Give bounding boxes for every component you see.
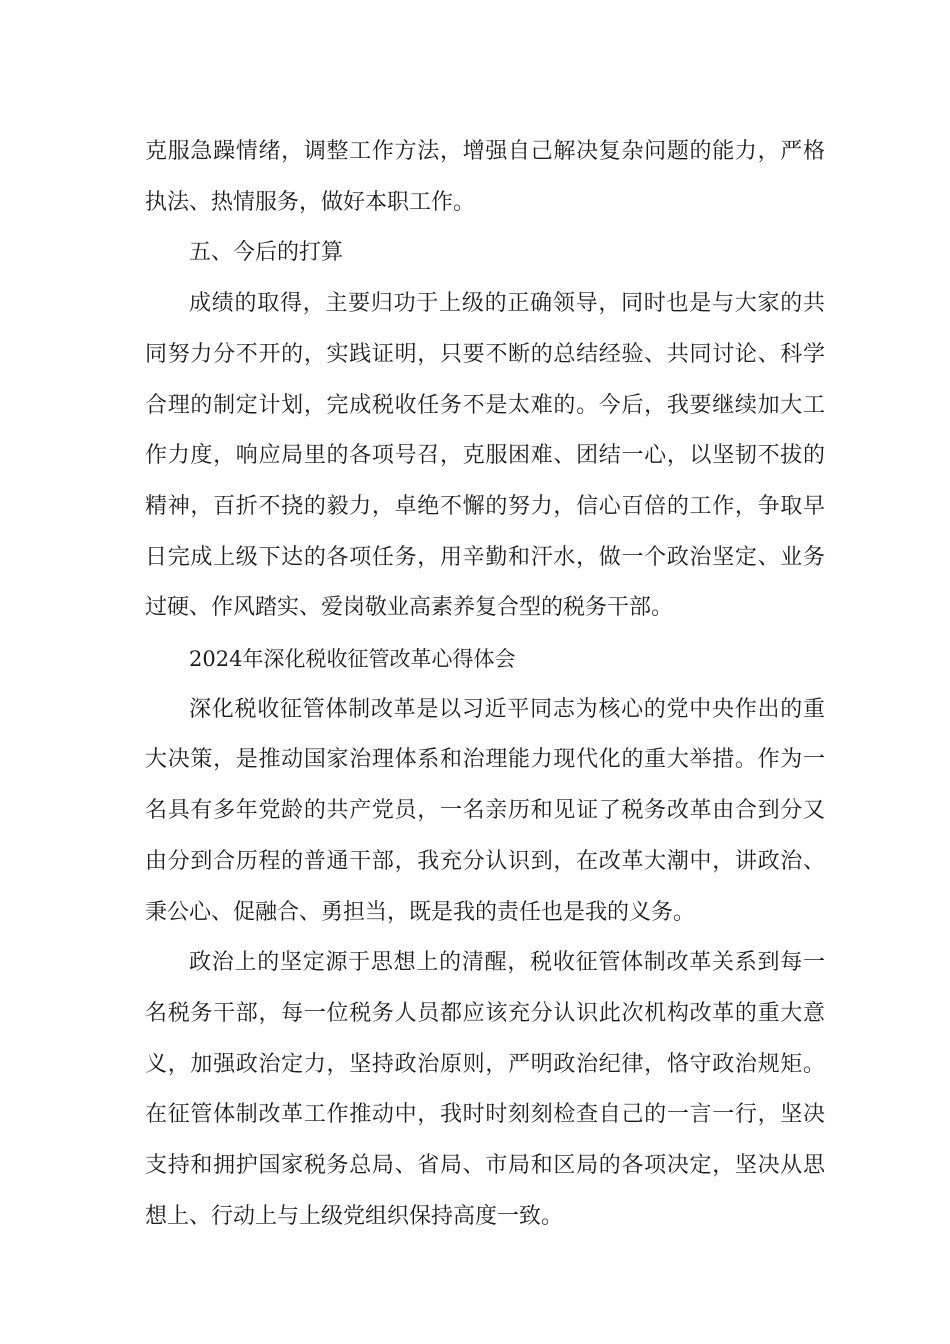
paragraph-continued: 克服急躁情绪，调整工作方法，增强自己解决复杂问题的能力，严格执法、热情服务，做好本职工作。 xyxy=(145,139,825,215)
paragraph-plans: 成绩的取得，主要归功于上级的正确领导，同时也是与大家的共同努力分不开的，实践证明，只要不断的总结经验、共同讨论、科学合理的制定计划，完成税收任务不是太难的。今后，我要继续加大工作力度，响应局里的各项号召，克服困难、团结一心，以坚韧不拔的精神，百折不挠的毅力，卓绝不懈的努力，信心百倍的工作，争取早日完成上级下达的各项任务，用辛勤和汗水，做一个政治坚定、业务过硬、作风踏实、爱岗敬业高素养复合型的税务干部。 xyxy=(145,291,825,621)
document-body xyxy=(145,127,825,1242)
paragraph-reform-intro: 深化税收征管体制改革是以习近平同志为核心的党中央作出的重大决策，是推动国家治理体系和治理能力现代化的重大举措。作为一名具有多年党龄的共产党员，一名亲历和见证了税务改革由合到分又由分到合历程的普通干部，我充分认识到，在改革大潮中，讲政治、秉公心、促融合、勇担当，既是我的责任也是我的义务。 xyxy=(145,696,825,925)
section-heading: 五、今后的打算 xyxy=(189,240,344,266)
paragraph-political-stance: 政治上的坚定源于思想上的清醒，税收征管体制改革关系到每一名税务干部，每一位税务人员都应该充分认识此次机构改革的重大意义，加强政治定力，坚持政治原则，严明政治纪律，恪守政治规矩。在征管体制改革工作推动中，我时时刻刻检查自己的一言一行，坚决支持和拥护国家税务总局、省局、市局和区局的各项决定，坚决从思想上、行动上与上级党组织保持高度一致。 xyxy=(145,950,825,1229)
document-title: 2024年深化税收征管改革心得体会 xyxy=(189,647,516,672)
